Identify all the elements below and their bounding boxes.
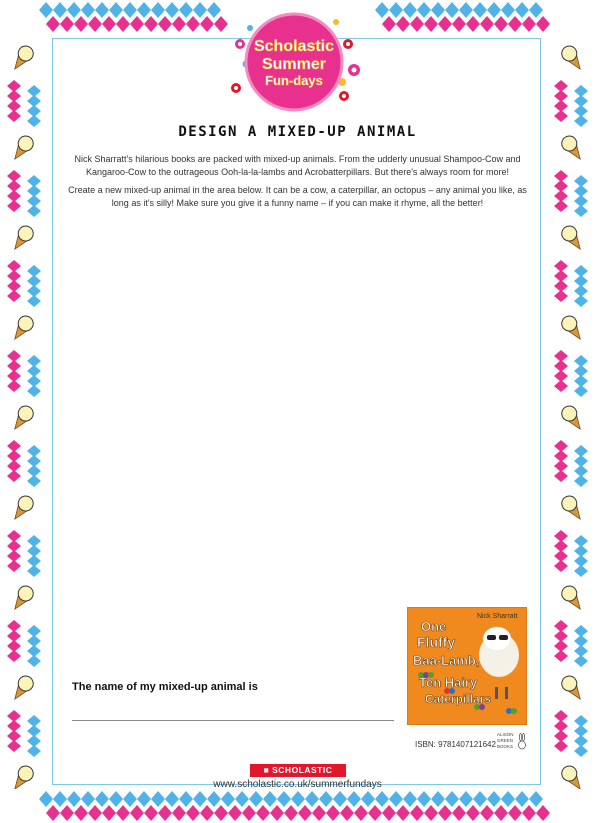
logo-line-1: Scholastic xyxy=(253,38,335,55)
book-title-3: Baa-Lamb, xyxy=(413,653,480,668)
intro-paragraph-1: Nick Sharratt's hilarious books are packed with mixed-up animals. From the udderly unusual Shampoo-Cow and Kangaroo-Cow to the outrageous Ooh-la-la-lambs and Acrobatterpillars. But there's always room for more! xyxy=(74,154,521,177)
diamond-icon xyxy=(27,295,41,307)
diamond-icon xyxy=(27,475,41,487)
diamond-icon xyxy=(508,805,522,821)
ice-cream-cone-icon xyxy=(9,313,36,343)
diamond-icon xyxy=(410,805,424,821)
diamond-icon xyxy=(207,2,221,18)
page-title: DESIGN A MIXED-UP ANIMAL xyxy=(178,124,417,140)
book-cover xyxy=(407,607,527,725)
drawing-area[interactable] xyxy=(62,222,532,672)
diamond-icon xyxy=(88,805,102,821)
ice-cream-cone-icon xyxy=(559,403,586,433)
isbn: ISBN: 9781407121642 xyxy=(415,740,496,749)
diamond-icon xyxy=(39,791,53,807)
diamond-icon xyxy=(27,565,41,577)
diamond-icon xyxy=(298,805,312,821)
diamond-icon xyxy=(536,16,550,32)
diamond-icon xyxy=(515,791,529,807)
diamond-icon xyxy=(389,791,403,807)
diamond-icon xyxy=(501,2,515,18)
diamond-icon xyxy=(522,16,536,32)
diamond-icon xyxy=(179,791,193,807)
diamond-icon xyxy=(67,2,81,18)
diamond-icon xyxy=(312,805,326,821)
diamond-icon xyxy=(144,16,158,32)
diamond-icon xyxy=(7,470,21,482)
publisher-line-3: BOOKS xyxy=(497,744,514,749)
diamond-icon xyxy=(53,791,67,807)
diamond-icon xyxy=(172,805,186,821)
diamond-icon xyxy=(382,805,396,821)
diamond-icon xyxy=(417,791,431,807)
diamond-icon xyxy=(554,290,568,302)
diamond-icon xyxy=(375,2,389,18)
logo-line-3: Fun-days xyxy=(265,73,323,88)
website-url[interactable]: www.scholastic.co.uk/summerfundays xyxy=(213,779,382,790)
diamond-icon xyxy=(574,385,588,397)
diamond-icon xyxy=(263,791,277,807)
ice-cream-cone-icon xyxy=(9,583,36,613)
diamond-icon xyxy=(256,805,270,821)
diamond-icon xyxy=(228,805,242,821)
ice-cream-cone-icon xyxy=(9,493,36,523)
diamond-icon xyxy=(326,805,340,821)
diamond-icon xyxy=(574,745,588,757)
ice-cream-cone-icon xyxy=(9,43,36,73)
diamond-icon xyxy=(347,791,361,807)
diamond-icon xyxy=(459,791,473,807)
ice-cream-cone-icon xyxy=(559,313,586,343)
scholastic-brand-logo: ■ SCHOLASTIC xyxy=(250,764,346,777)
diamond-icon xyxy=(158,16,172,32)
diamond-icon xyxy=(466,805,480,821)
diamond-icon xyxy=(340,805,354,821)
diamond-icon xyxy=(102,805,116,821)
diamond-icon xyxy=(417,2,431,18)
diamond-icon xyxy=(67,791,81,807)
diamond-icon xyxy=(179,2,193,18)
diamond-icon xyxy=(151,791,165,807)
diamond-icon xyxy=(396,805,410,821)
alison-green-books-logo xyxy=(497,730,527,752)
diamond-icon xyxy=(508,16,522,32)
diamond-icon xyxy=(487,791,501,807)
name-prompt-label: The name of my mixed-up animal is xyxy=(72,681,258,693)
diamond-icon xyxy=(81,791,95,807)
diamond-icon xyxy=(445,2,459,18)
diamond-icon xyxy=(466,16,480,32)
scholastic-summer-fundays-logo xyxy=(224,8,364,116)
diamond-icon xyxy=(431,791,445,807)
diamond-icon xyxy=(7,380,21,392)
book-title-4: Ten Hairy xyxy=(419,675,478,690)
publisher-line-1: ALISON xyxy=(497,732,514,737)
diamond-icon xyxy=(27,655,41,667)
ice-cream-cone-icon xyxy=(9,673,36,703)
diamond-icon xyxy=(554,110,568,122)
diamond-icon xyxy=(60,16,74,32)
diamond-icon xyxy=(305,791,319,807)
diamond-icon xyxy=(53,2,67,18)
diamond-icon xyxy=(137,791,151,807)
diamond-icon xyxy=(151,2,165,18)
diamond-icon xyxy=(7,560,21,572)
diamond-icon xyxy=(7,740,21,752)
diamond-icon xyxy=(445,791,459,807)
ice-cream-cone-icon xyxy=(559,493,586,523)
diamond-icon xyxy=(480,16,494,32)
diamond-icon xyxy=(102,16,116,32)
ice-cream-cone-icon xyxy=(9,223,36,253)
diamond-icon xyxy=(144,805,158,821)
diamond-icon xyxy=(74,805,88,821)
ice-cream-cone-icon xyxy=(559,583,586,613)
diamond-icon xyxy=(554,380,568,392)
diamond-icon xyxy=(494,16,508,32)
left-border-decoration xyxy=(0,34,48,789)
diamond-icon xyxy=(473,2,487,18)
diamond-icon xyxy=(574,565,588,577)
diamond-icon xyxy=(207,791,221,807)
diamond-icon xyxy=(480,805,494,821)
diamond-icon xyxy=(137,2,151,18)
diamond-icon xyxy=(368,805,382,821)
diamond-icon xyxy=(574,655,588,667)
diamond-icon xyxy=(494,805,508,821)
diamond-icon xyxy=(130,805,144,821)
diamond-icon xyxy=(473,791,487,807)
publisher-line-2: GREEN xyxy=(497,738,514,743)
diamond-icon xyxy=(95,791,109,807)
diamond-icon xyxy=(46,16,60,32)
diamond-icon xyxy=(46,805,60,821)
rabbit-icon xyxy=(519,734,526,750)
diamond-icon xyxy=(452,805,466,821)
diamond-icon xyxy=(81,2,95,18)
diamond-icon xyxy=(375,791,389,807)
diamond-icon xyxy=(574,295,588,307)
diamond-icon xyxy=(452,16,466,32)
diamond-icon xyxy=(574,475,588,487)
diamond-icon xyxy=(7,290,21,302)
diamond-icon xyxy=(249,791,263,807)
diamond-icon xyxy=(27,385,41,397)
diamond-icon xyxy=(554,200,568,212)
diamond-icon xyxy=(554,650,568,662)
diamond-icon xyxy=(200,805,214,821)
diamond-icon xyxy=(354,805,368,821)
diamond-icon xyxy=(123,791,137,807)
diamond-icon xyxy=(403,791,417,807)
diamond-icon xyxy=(270,805,284,821)
name-writing-line[interactable] xyxy=(72,720,394,721)
ice-cream-cone-icon xyxy=(9,403,36,433)
diamond-icon xyxy=(396,16,410,32)
diamond-icon xyxy=(158,805,172,821)
diamond-icon xyxy=(277,791,291,807)
book-author: Nick Sharratt xyxy=(477,613,518,620)
diamond-icon xyxy=(438,805,452,821)
diamond-icon xyxy=(186,16,200,32)
diamond-icon xyxy=(361,791,375,807)
diamond-icon xyxy=(515,2,529,18)
bottom-border-decoration xyxy=(0,789,595,823)
diamond-icon xyxy=(123,2,137,18)
diamond-icon xyxy=(554,470,568,482)
diamond-icon xyxy=(27,745,41,757)
diamond-icon xyxy=(536,805,550,821)
diamond-icon xyxy=(529,2,543,18)
diamond-icon xyxy=(74,16,88,32)
diamond-icon xyxy=(214,805,228,821)
diamond-icon xyxy=(424,16,438,32)
diamond-icon xyxy=(95,2,109,18)
diamond-icon xyxy=(116,16,130,32)
diamond-icon xyxy=(7,650,21,662)
diamond-icon xyxy=(88,16,102,32)
diamond-icon xyxy=(410,16,424,32)
diamond-icon xyxy=(193,791,207,807)
diamond-icon xyxy=(574,205,588,217)
diamond-icon xyxy=(242,805,256,821)
diamond-icon xyxy=(27,205,41,217)
diamond-icon xyxy=(235,791,249,807)
diamond-icon xyxy=(130,16,144,32)
diamond-icon xyxy=(284,805,298,821)
diamond-icon xyxy=(389,2,403,18)
ice-cream-cone-icon xyxy=(559,223,586,253)
intro-paragraph-2: Create a new mixed-up animal in the area below. It can be a cow, a caterpillar, an octopus – any animal you like, as long as it's silly! Make sure you give it a funny name – if you can make it rhyme, all the better! xyxy=(68,185,527,208)
diamond-icon xyxy=(7,200,21,212)
diamond-icon xyxy=(39,2,53,18)
diamond-icon xyxy=(529,791,543,807)
diamond-icon xyxy=(382,16,396,32)
diamond-icon xyxy=(487,2,501,18)
diamond-icon xyxy=(438,16,452,32)
diamond-icon xyxy=(319,791,333,807)
diamond-icon xyxy=(221,791,235,807)
diamond-icon xyxy=(186,805,200,821)
diamond-icon xyxy=(165,2,179,18)
diamond-icon xyxy=(172,16,186,32)
book-title-5: Caterpillars xyxy=(425,692,492,706)
diamond-icon xyxy=(109,2,123,18)
diamond-icon xyxy=(193,2,207,18)
diamond-icon xyxy=(501,791,515,807)
diamond-icon xyxy=(165,791,179,807)
diamond-icon xyxy=(116,805,130,821)
diamond-icon xyxy=(60,805,74,821)
diamond-icon xyxy=(431,2,445,18)
diamond-icon xyxy=(109,791,123,807)
logo-line-2: Summer xyxy=(261,56,327,73)
right-border-decoration xyxy=(547,34,595,789)
diamond-icon xyxy=(459,2,473,18)
diamond-icon xyxy=(333,791,347,807)
diamond-icon xyxy=(291,791,305,807)
book-title-2: Fluffy xyxy=(417,634,456,650)
ice-cream-cone-icon xyxy=(559,43,586,73)
diamond-icon xyxy=(200,16,214,32)
diamond-icon xyxy=(424,805,438,821)
diamond-icon xyxy=(7,110,21,122)
diamond-icon xyxy=(554,560,568,572)
ice-cream-cone-icon xyxy=(559,673,586,703)
diamond-icon xyxy=(522,805,536,821)
diamond-icon xyxy=(554,740,568,752)
diamond-icon xyxy=(403,2,417,18)
book-title-1: One xyxy=(421,619,447,634)
